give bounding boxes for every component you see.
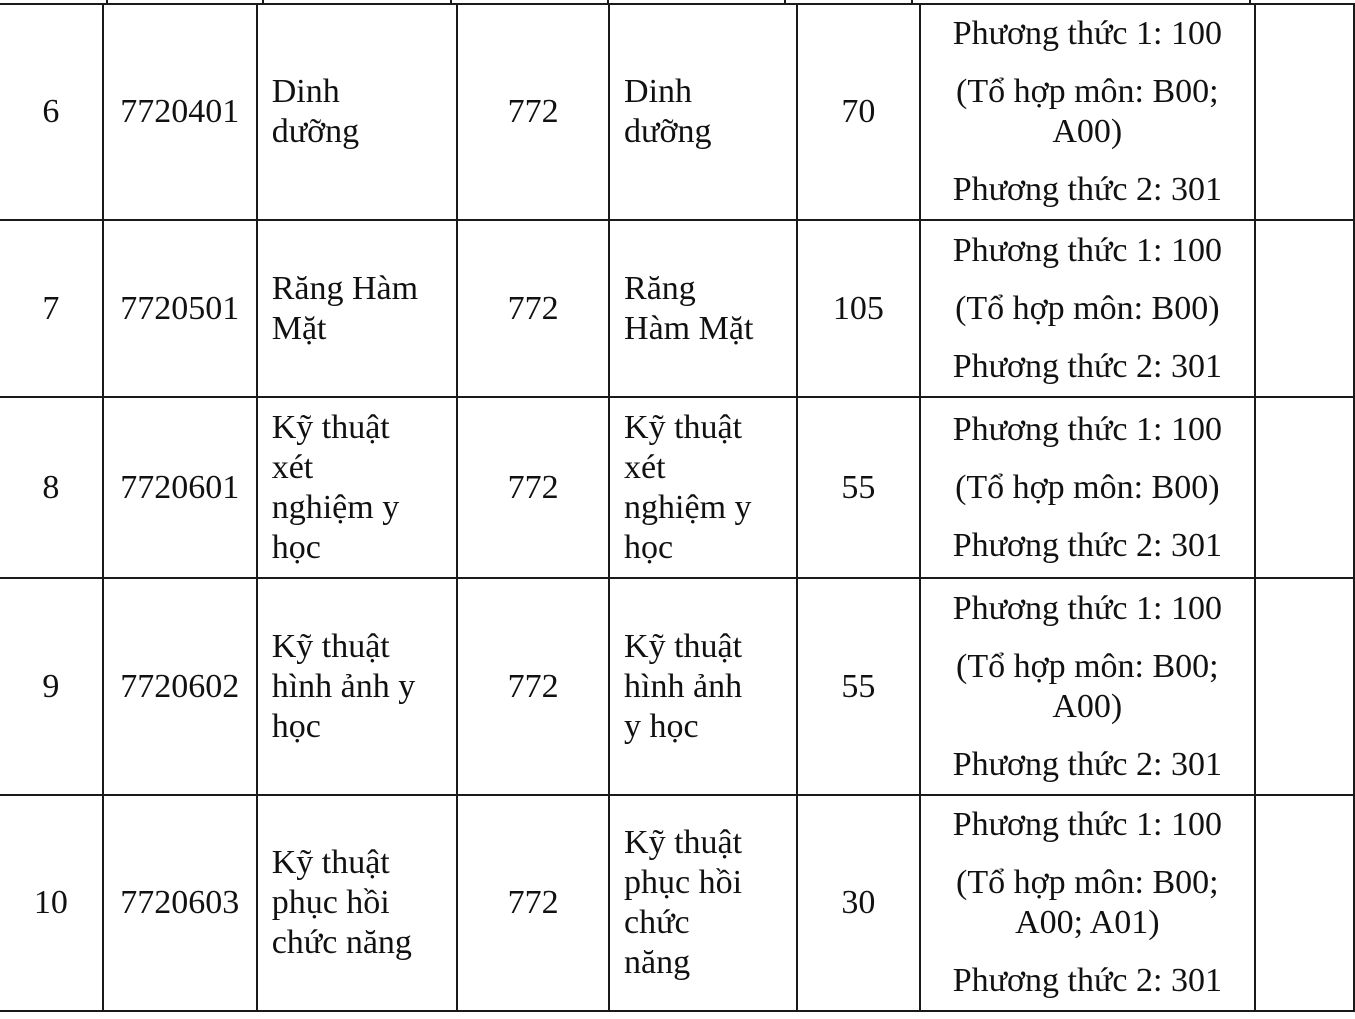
group-name-cell: Kỹ thuật hình ảnh y học: [609, 578, 797, 795]
major-name-cell: Kỹ thuật phục hồi chức năng: [257, 795, 457, 1011]
major-name-cell: Dinh dưỡng: [257, 4, 457, 220]
table-row: [0, 795, 1354, 1011]
group-name-cell: Kỹ thuật xét nghiệm y học: [609, 397, 797, 578]
method-1-text: Phương thức 1: 100: [952, 806, 1222, 843]
admission-method-cell: [920, 397, 1255, 578]
admission-method-cell: [920, 220, 1255, 397]
method-1-text: Phương thức 1: 100: [952, 410, 1222, 448]
group-code-cell: 772: [457, 578, 609, 795]
table-row: [0, 578, 1354, 795]
subject-combination-text: (Tổ hợp môn: B00; A00; A01): [956, 864, 1219, 941]
major-code-cell: 7720601: [103, 397, 257, 578]
method-2-text: Phương thức 2: 301: [952, 745, 1222, 783]
method-2-text: Phương thức 2: 301: [952, 171, 1222, 208]
group-code-cell: 772: [457, 220, 609, 397]
major-code-cell: 7720401: [103, 4, 257, 220]
major-code-cell: 7720603: [103, 795, 257, 1011]
admission-method-cell: [920, 795, 1255, 1011]
note-cell: [1255, 397, 1354, 578]
method-2-text: Phương thức 2: 301: [952, 526, 1222, 564]
row-number-cell: 8: [0, 397, 103, 578]
row-number-cell: 7: [0, 220, 103, 397]
admissions-table: [0, 3, 1355, 1012]
group-name-cell: Dinh dưỡng: [609, 4, 797, 220]
note-cell: [1255, 4, 1354, 220]
note-cell: [1255, 220, 1354, 397]
row-number-cell: 6: [0, 4, 103, 220]
group-code-cell: 772: [457, 795, 609, 1011]
major-code-cell: 7720602: [103, 578, 257, 795]
major-name-cell: Răng Hàm Mặt: [257, 220, 457, 397]
group-name-cell: Kỹ thuật phục hồi chức năng: [609, 795, 797, 1011]
group-code-cell: 772: [457, 4, 609, 220]
method-1-text: Phương thức 1: 100: [952, 231, 1222, 269]
group-name-cell: Răng Hàm Mặt: [609, 220, 797, 397]
row-number-cell: 10: [0, 795, 103, 1011]
major-name-cell: Kỹ thuật xét nghiệm y học: [257, 397, 457, 578]
admission-method-cell: [920, 578, 1255, 795]
quota-cell: 70: [797, 4, 920, 220]
method-2-text: Phương thức 2: 301: [952, 347, 1222, 385]
note-cell: [1255, 795, 1354, 1011]
row-number-cell: 9: [0, 578, 103, 795]
major-code-cell: 7720501: [103, 220, 257, 397]
admissions-table-body: [0, 4, 1354, 1011]
quota-cell: 105: [797, 220, 920, 397]
table-row: [0, 397, 1354, 578]
quota-cell: 55: [797, 397, 920, 578]
quota-cell: 55: [797, 578, 920, 795]
subject-combination-text: (Tổ hợp môn: B00; A00): [956, 647, 1219, 725]
subject-combination-text: (Tổ hợp môn: B00): [955, 468, 1220, 506]
table-row: [0, 220, 1354, 397]
method-1-text: Phương thức 1: 100: [952, 589, 1222, 627]
method-2-text: Phương thức 2: 301: [952, 962, 1222, 999]
method-1-text: Phương thức 1: 100: [952, 15, 1222, 52]
quota-cell: 30: [797, 795, 920, 1011]
major-name-cell: Kỹ thuật hình ảnh y học: [257, 578, 457, 795]
subject-combination-text: (Tổ hợp môn: B00): [955, 289, 1220, 327]
group-code-cell: 772: [457, 397, 609, 578]
note-cell: [1255, 578, 1354, 795]
subject-combination-text: (Tổ hợp môn: B00; A00): [956, 73, 1219, 150]
table-row: [0, 4, 1354, 220]
admission-method-cell: [920, 4, 1255, 220]
